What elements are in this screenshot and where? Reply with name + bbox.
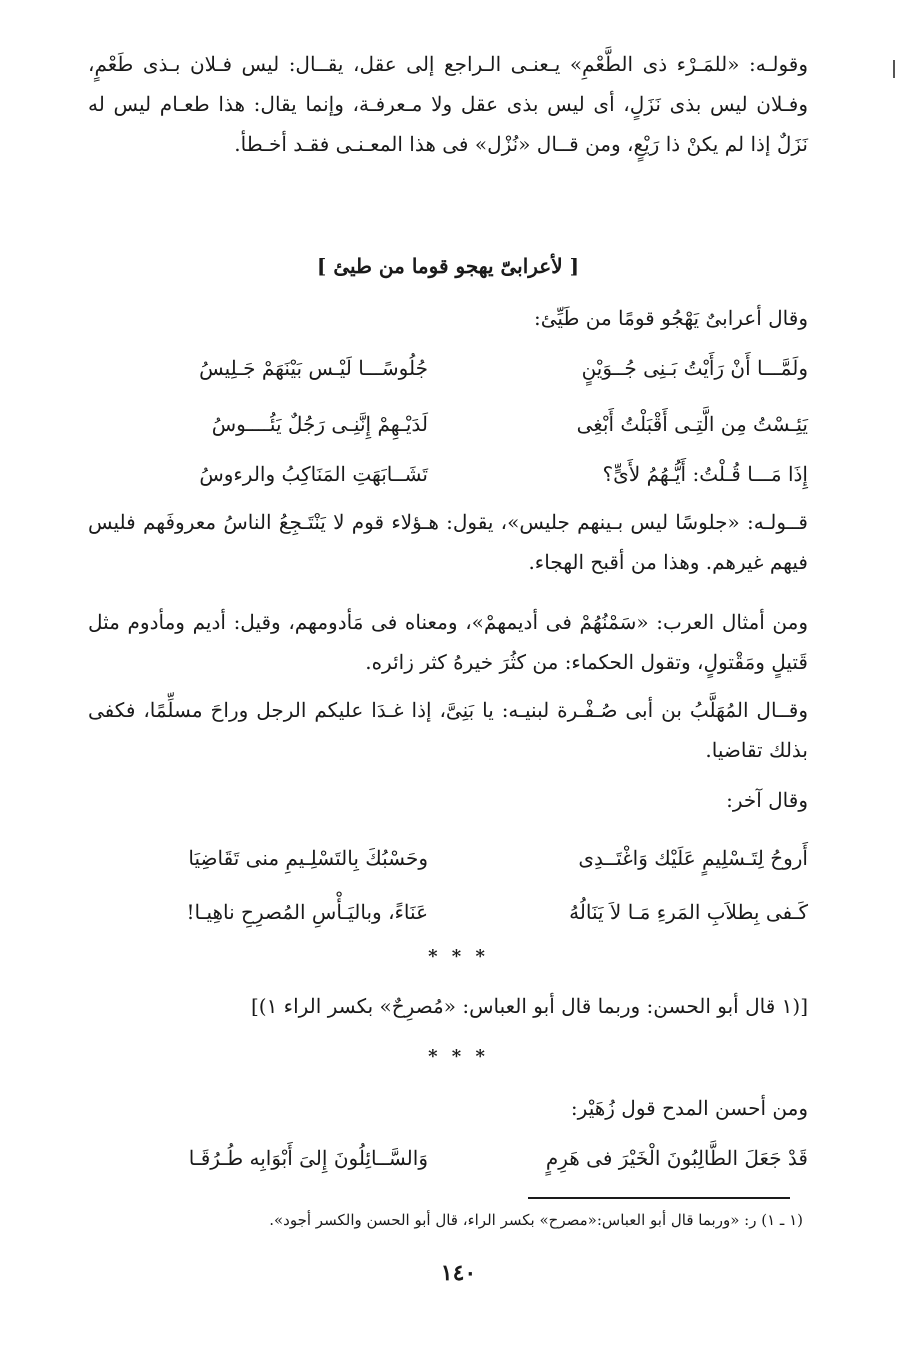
verse-hemistich-first: إِذَا مَـــا قُـلْتُ: أَيُّـهُمُ لأَىٍّ؟: [602, 462, 808, 486]
bracketed-note: [(١ قال أبو الحسن: وربما قال أبو العباس: «مُصرِحٌ» بكسر الراء ١)]: [250, 994, 808, 1018]
verse-hemistich-second: لَدَيْـهِمْ إِنَّنِـى رَجُلٌ يَئُــــوسُ: [211, 412, 428, 436]
verse-hemistich-second: وحَسْبُكَ بِالتَسْلِـيمِ منى تَقَاضِيَا: [188, 846, 428, 870]
verse-hemistich-second: تَشَــابَهَتِ المَنَاكِبُ والرءوسُ: [199, 462, 428, 486]
verse-intro: وقال آخر:: [726, 788, 808, 812]
verse-line: [88, 836, 808, 880]
verse-hemistich-first: قَدْ جَعَلَ الطَّالِبُونَ الْخَيْرَ فى هَرِمٍ: [545, 1146, 808, 1170]
paragraph-naming-meaning: وقولـه: «للمَـرْء ذى الطَّعْمِ» يـعنـى الـراجع إلى عقل، يقــال: ليس فـلان بـذى طَعْمٍ، وفـلان ليس بذى نَزَلٍ، أى ليس بذى عقل ولا مـعرفـة، وإنما يقال: هذا طعـام ليس له نَزَلٌ إذا لم يكنْ ذا رَيْعٍ، ومن قــال «نُزْل» فى هذا المعـنـى فقـد أخـطأ.: [88, 52, 808, 156]
verse-intro: ومن أحسن المدح قول زُهَيْر:: [570, 1096, 808, 1120]
section-separator: * * *: [428, 1046, 489, 1067]
verse-intro: وقال أعرابىٌ يَهْجُو قومًا من طَيِّئ:: [534, 306, 808, 330]
verse-hemistich-first: كَـفى بِطلاَبِ المَرءِ مَـا لاَ يَنَالُهُ: [569, 900, 808, 924]
paragraph-commentary: قــولـه: «جلوسًا ليس بـينهم جليس»، يقول: هـؤلاء قوم لا يَنْتَـجِعُ الناسُ معروفَهم فليس فيهم غيرهم. وهذا من أقبح الهجاء.: [88, 510, 808, 574]
verse-hemistich-first: ولَمَّـــا أَنْ رَأَيْتُ بَـنِى جُــوَيْنٍ: [581, 356, 808, 380]
verse-line: [88, 402, 808, 446]
verse-line: [88, 1136, 808, 1180]
margin-mark: [893, 60, 895, 78]
verse-hemistich-second: وَالسَّــائِلُونَ إِلىَ أَبْوَابِه طُـرُقَـا: [188, 1146, 428, 1170]
section-separator: * * *: [428, 946, 489, 967]
verse-line: [88, 452, 808, 496]
footnote-divider: [528, 1197, 790, 1199]
paragraph-proverb: ومن أمثال العرب: «سَمْنُهُمْ فى أديمهمْ»، ومعناه فى مَأدومهم، وقيل: أديم ومأدوم مثل قَتيلٍ ومَقْتولٍ، وتقول الحكماء: من كثُرَ خيرهُ كثر زائره.: [88, 610, 808, 674]
section-heading: [ لأعرابىّ يهجو قوما من طيئ ]: [316, 254, 580, 278]
verse-hemistich-second: عَنَاءً، وباليَـأْسِ المُصرِحِ ناهِيـا!: [186, 900, 428, 924]
verse-hemistich-second: جُلُوسًـــا لَيْـس بَيْنَهَمْ جَـلِيسُ: [199, 356, 428, 380]
verse-hemistich-first: يَئِـسْتُ مِن الَّتِـى أَقْبَلْتُ أَبْغِى: [576, 412, 808, 436]
page-number: ١٤٠: [440, 1260, 477, 1286]
footnote: (١ ـ ١) ر: «وربما قال أبو العباس:«مصرح» بكسر الراء، قال أبو الحسن والكسر أجود».: [269, 1211, 803, 1229]
paragraph-muhallab: وقــال المُهَلَّبُ بن أبى صُـفْـرة لبنيـه: يا بَنِىَّ، إذا غـدَا عليكم الرجل وراحَ مسلِّمًا، فكفى بذلك تقاضيا.: [88, 698, 808, 762]
verse-line: [88, 346, 808, 390]
verse-line: [88, 890, 808, 934]
verse-hemistich-first: أَروحُ لِتَـسْلِيمٍ عَلَيْك وَاغْتَــدِى: [578, 846, 808, 870]
